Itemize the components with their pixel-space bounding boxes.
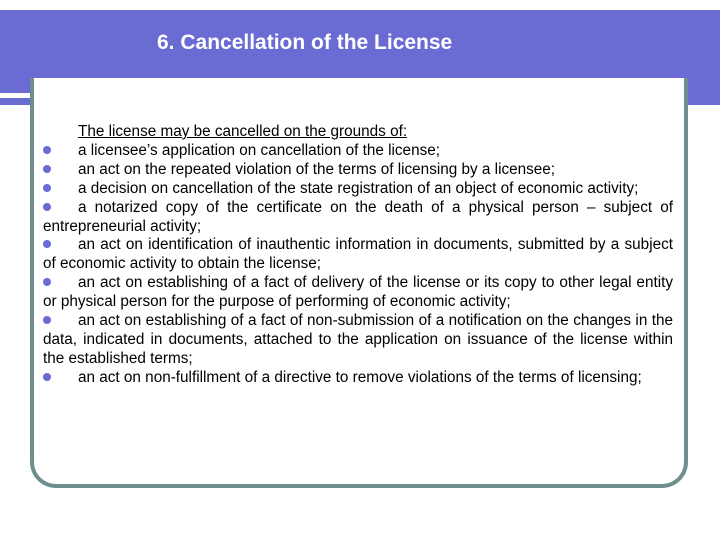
- bullet-text: an act on establishing of a fact of non-submission of a notification on the changes in the data, indicated in documents, attached to the application on issuance of the license within the established terms;: [43, 312, 673, 367]
- bullet-dot-icon: [43, 373, 51, 381]
- bullet-item: [43, 274, 673, 312]
- bullet-dot-icon: [43, 146, 51, 154]
- bullet-text: an act on establishing of a fact of delivery of the license or its copy to other legal entity or physical person for the purpose of performing of economic activity;: [43, 274, 673, 311]
- bullet-dot-icon: [43, 240, 51, 248]
- bullet-text: an act on the repeated violation of the terms of licensing by a licensee;: [78, 160, 556, 178]
- slide-body: [43, 123, 673, 388]
- bullet-item: [43, 161, 673, 180]
- bullet-dot-icon: [43, 165, 51, 173]
- bullet-text: a licensee’s application on cancellation of the license;: [78, 141, 440, 159]
- bullet-item: [43, 180, 673, 199]
- bullet-item: [43, 369, 673, 388]
- bullet-dot-icon: [43, 203, 51, 211]
- bullet-item: [43, 142, 673, 161]
- bullet-item: [43, 236, 673, 274]
- bullet-text: an act on non-fulfillment of a directive to remove violations of the terms of licensing;: [78, 368, 642, 386]
- bullet-text: a notarized copy of the certificate on the death of a physical person – subject of entrepreneurial activity;: [43, 198, 673, 235]
- bullet-item: [43, 199, 673, 237]
- slide-title: 6. Cancellation of the License: [157, 31, 453, 54]
- bullet-dot-icon: [43, 278, 51, 286]
- bullet-item: [43, 312, 673, 369]
- bullet-dot-icon: [43, 316, 51, 324]
- bullet-text: a decision on cancellation of the state registration of an object of economic activity;: [78, 179, 639, 197]
- bullet-dot-icon: [43, 184, 51, 192]
- intro-text: The license may be cancelled on the grounds of:: [78, 123, 408, 140]
- bullet-text: an act on identification of inauthentic information in documents, submitted by a subject of economic activity to obtain the license;: [43, 236, 673, 273]
